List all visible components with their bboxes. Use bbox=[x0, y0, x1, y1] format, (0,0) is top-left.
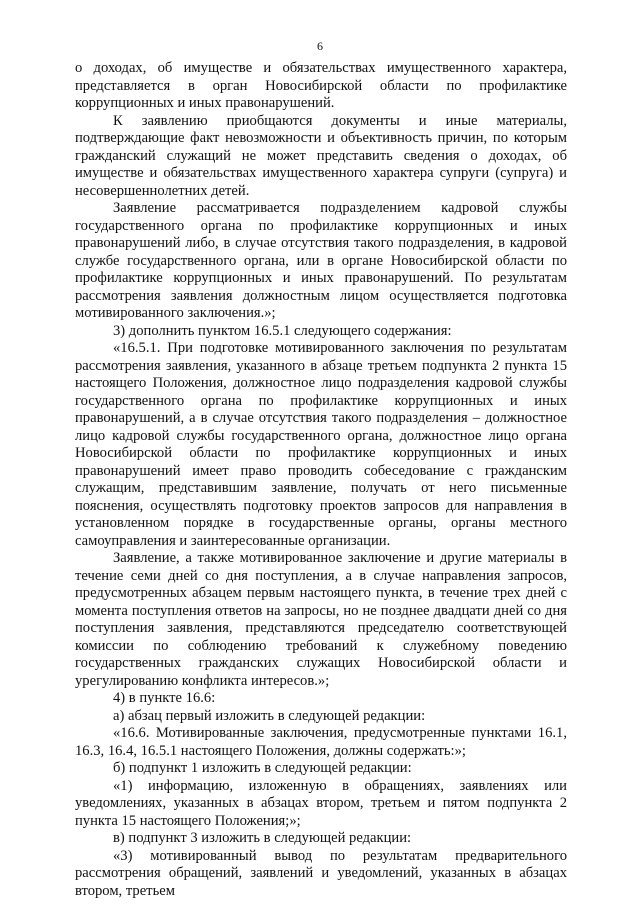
paragraph-review: Заявление рассматривается подразделением кадровой службы государственного органа по профилактике коррупционных и иных правонарушений либо, в случае отсутствия такого подразделения, в кадровой службе государственного органа, или в органе Новосибирской области по профилактике коррупционных и иных правонарушений. По результатам рассмотрения заявления должностным лицом осуществляется подготовка мотивированного заключения.»; bbox=[75, 200, 567, 321]
paragraph-submission: Заявление, а также мотивированное заключение и другие материалы в течение семи дней со дня поступления, а в случае направления запросов, предусмотренных абзацем первым настоящего пункта, в течение трех дней с момента поступления ответов на запросы, но не позднее двадцати дней со дня поступления заявления, представляются председателю соответствующей комиссии по соблюдению требований к служебному поведению государственных гражданских служащих Новосибирской области и урегулированию конфликта интересов.»; bbox=[75, 550, 567, 689]
paragraph-item-4c: в) подпункт 3 изложить в следующей редакции: bbox=[113, 830, 412, 846]
paragraph-continuation: о доходах, об имуществе и обязательствах имущественного характера, представляется в орган Новосибирской области по профилактике коррупционных и иных правонарушений. bbox=[75, 60, 567, 111]
paragraph-item-4b: б) подпункт 1 изложить в следующей редакции: bbox=[113, 760, 412, 776]
paragraph-16-5-1: «16.5.1. При подготовке мотивированного заключения по результатам рассмотрения заявления, указанного в абзаце третьем подпункта 2 пункта 15 настоящего Положения, должностное лицо подразделения кадровой службы государственного органа по профилактике коррупционных и иных правонарушений, а в случае отсутствия такого подразделения – должностное лицо кадровой службы государственного органа, должностное лицо органа Новосибирской области по профилактике коррупционных и иных правонарушений имеет право проводить собеседование с гражданским служащим, представившим заявление, получать от него письменные пояснения, осуществлять подготовку проектов запросов для направления в установленном порядке в государственные органы, органы местного самоуправления и заинтересованные организации. bbox=[75, 340, 567, 549]
paragraph-subitem-1: «1) информацию, изложенную в обращениях, заявлениях или уведомлениях, указанных в абзацах втором, третьем и пятом подпункта 2 пункта 15 настоящего Положения;»; bbox=[75, 777, 567, 829]
paragraph-attachments: К заявлению приобщаются документы и иные материалы, подтверждающие факт невозможности и объективность причин, по которым гражданский служащий не может представить сведения о доходах, об имуществе и обязательствах имущественного характера супруги (супруга) и несовершеннолетних детей. bbox=[75, 112, 567, 199]
document-body bbox=[75, 60, 567, 900]
page-number: 6 bbox=[317, 39, 323, 53]
paragraph-item-4a: а) абзац первый изложить в следующей редакции: bbox=[113, 707, 426, 724]
paragraph-subitem-3: «3) мотивированный вывод по результатам предварительного рассмотрения обращений, заявлений и уведомлений, указанных в абзацах втором, третьем bbox=[75, 847, 567, 899]
paragraph-16-6: «16.6. Мотивированные заключения, предусмотренные пунктами 16.1, 16.3, 16.4, 16.5.1 настоящего Положения, должны содержать:»; bbox=[75, 725, 567, 759]
paragraph-item-4: 4) в пункте 16.6: bbox=[113, 690, 216, 706]
paragraph-item-3: 3) дополнить пунктом 16.5.1 следующего содержания: bbox=[113, 322, 452, 339]
